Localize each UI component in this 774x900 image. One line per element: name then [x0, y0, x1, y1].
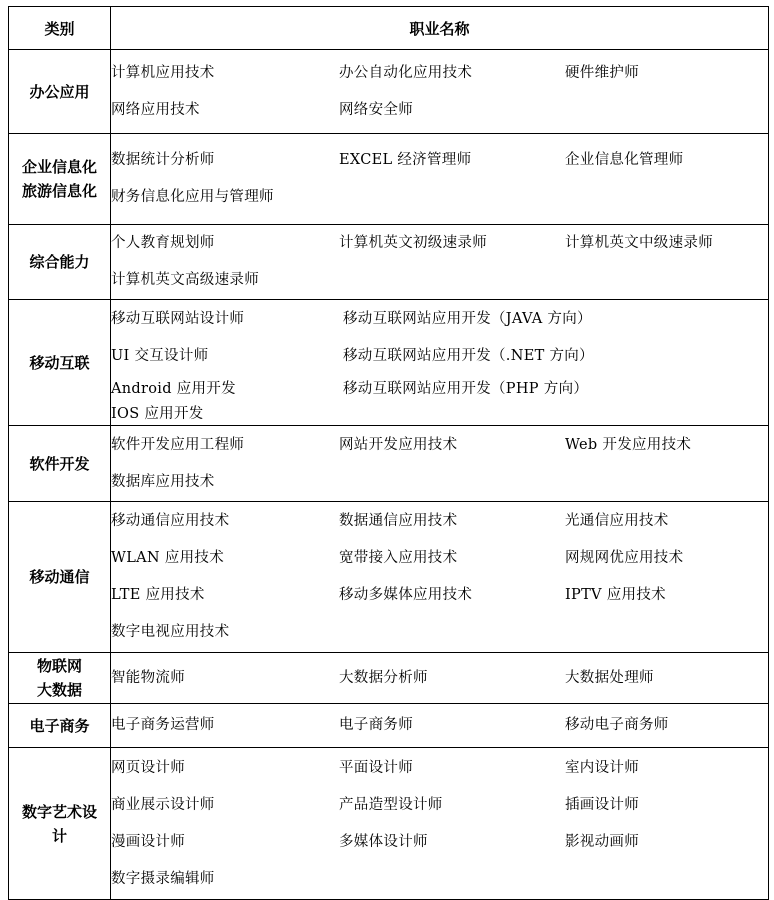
job-item: 多媒体设计师 — [339, 833, 428, 850]
job-item: 计算机英文初级速录师 — [339, 235, 487, 251]
job-item: LTE 应用技术 — [111, 587, 205, 603]
job-item: 移动互联网站设计师 — [111, 310, 245, 327]
job-item: Android 应用开发 — [111, 380, 236, 397]
job-names-cell — [111, 50, 769, 134]
job-item: 数据统计分析师 — [111, 152, 215, 168]
job-names-cell — [111, 653, 769, 704]
category-label: 物联网 — [36, 657, 82, 675]
job-item: 电子商务师 — [339, 717, 413, 733]
job-item: 影视动画师 — [565, 833, 639, 850]
job-item: 网站开发应用技术 — [339, 436, 458, 453]
job-names-cell — [111, 225, 769, 300]
job-item: 室内设计师 — [565, 759, 639, 776]
category-cell — [9, 704, 111, 748]
table-row — [9, 653, 769, 704]
job-item: 移动互联网站应用开发（PHP 方向） — [343, 380, 589, 397]
category-label: 企业信息化 — [21, 158, 97, 176]
job-category-table — [8, 6, 769, 900]
job-names-cell — [111, 300, 769, 426]
job-item: 移动电子商务师 — [565, 717, 669, 733]
job-item: 移动互联网站应用开发（.NET 方向） — [343, 347, 594, 364]
category-cell — [9, 502, 111, 653]
job-item: 企业信息化管理师 — [565, 152, 684, 168]
job-names-cell — [111, 426, 769, 502]
category-cell — [9, 225, 111, 300]
category-label: 旅游信息化 — [21, 182, 97, 200]
job-item: 计算机英文中级速录师 — [565, 235, 713, 251]
category-label: 大数据 — [36, 681, 82, 699]
job-item: IPTV 应用技术 — [565, 587, 666, 603]
job-item: 财务信息化应用与管理师 — [111, 189, 274, 205]
job-item: 数字摄录编辑师 — [111, 870, 215, 887]
job-item: 数据库应用技术 — [111, 473, 215, 490]
job-item: 软件开发应用工程师 — [111, 436, 245, 453]
job-names-cell — [111, 748, 769, 900]
job-item: 数据通信应用技术 — [339, 513, 458, 529]
category-cell — [9, 426, 111, 502]
category-label: 计 — [51, 826, 67, 845]
job-item: 光通信应用技术 — [565, 513, 669, 529]
job-item: 大数据分析师 — [339, 669, 428, 686]
category-cell — [9, 748, 111, 900]
header-category: 类别 — [9, 7, 111, 50]
job-item: WLAN 应用技术 — [111, 550, 225, 566]
table-row — [9, 704, 769, 748]
job-item: 硬件维护师 — [565, 64, 639, 81]
job-item: 商业展示设计师 — [111, 796, 215, 813]
job-item: 个人教育规划师 — [111, 235, 215, 251]
job-names-cell — [111, 704, 769, 748]
job-item: 网规网优应用技术 — [565, 550, 684, 566]
category-label: 电子商务 — [29, 716, 90, 735]
job-names-cell — [111, 502, 769, 653]
category-label: 移动互联 — [29, 353, 90, 372]
category-label: 移动通信 — [29, 568, 90, 586]
job-item: 产品造型设计师 — [339, 796, 443, 813]
job-item: 宽带接入应用技术 — [339, 550, 458, 566]
job-item: 平面设计师 — [339, 759, 413, 776]
job-item: 计算机应用技术 — [111, 64, 215, 81]
category-label: 综合能力 — [29, 253, 90, 271]
table-row — [9, 134, 769, 225]
job-item: 办公自动化应用技术 — [339, 64, 473, 81]
category-label: 数字艺术设 — [21, 802, 97, 821]
job-item: 电子商务运营师 — [111, 717, 215, 733]
table-row — [9, 748, 769, 900]
job-item: 网络应用技术 — [111, 101, 200, 118]
job-item: 大数据处理师 — [565, 669, 654, 686]
job-item: 移动互联网站应用开发（JAVA 方向） — [343, 310, 592, 327]
job-item: 移动多媒体应用技术 — [339, 587, 473, 603]
header-job-name: 职业名称 — [111, 7, 769, 50]
table-row — [9, 50, 769, 134]
job-item: 数字电视应用技术 — [111, 624, 230, 640]
job-item: UI 交互设计师 — [111, 347, 209, 364]
job-item: 漫画设计师 — [111, 833, 185, 850]
job-item: 网页设计师 — [111, 759, 185, 776]
table-row — [9, 502, 769, 653]
category-cell — [9, 50, 111, 134]
category-label: 软件开发 — [29, 454, 90, 473]
job-item: 插画设计师 — [565, 796, 639, 813]
job-item: 智能物流师 — [111, 669, 185, 686]
job-names-cell — [111, 134, 769, 225]
table-row — [9, 426, 769, 502]
job-item: 移动通信应用技术 — [111, 513, 230, 529]
category-label: 办公应用 — [29, 82, 90, 101]
table-row — [9, 300, 769, 426]
table-row — [9, 225, 769, 300]
job-item: Web 开发应用技术 — [565, 436, 692, 453]
job-item: EXCEL 经济管理师 — [339, 152, 472, 168]
category-cell — [9, 134, 111, 225]
job-item: 网络安全师 — [339, 101, 413, 118]
category-cell — [9, 300, 111, 426]
category-cell — [9, 653, 111, 704]
job-item: 计算机英文高级速录师 — [111, 272, 259, 288]
job-item: IOS 应用开发 — [111, 405, 204, 422]
header-row — [9, 7, 769, 50]
